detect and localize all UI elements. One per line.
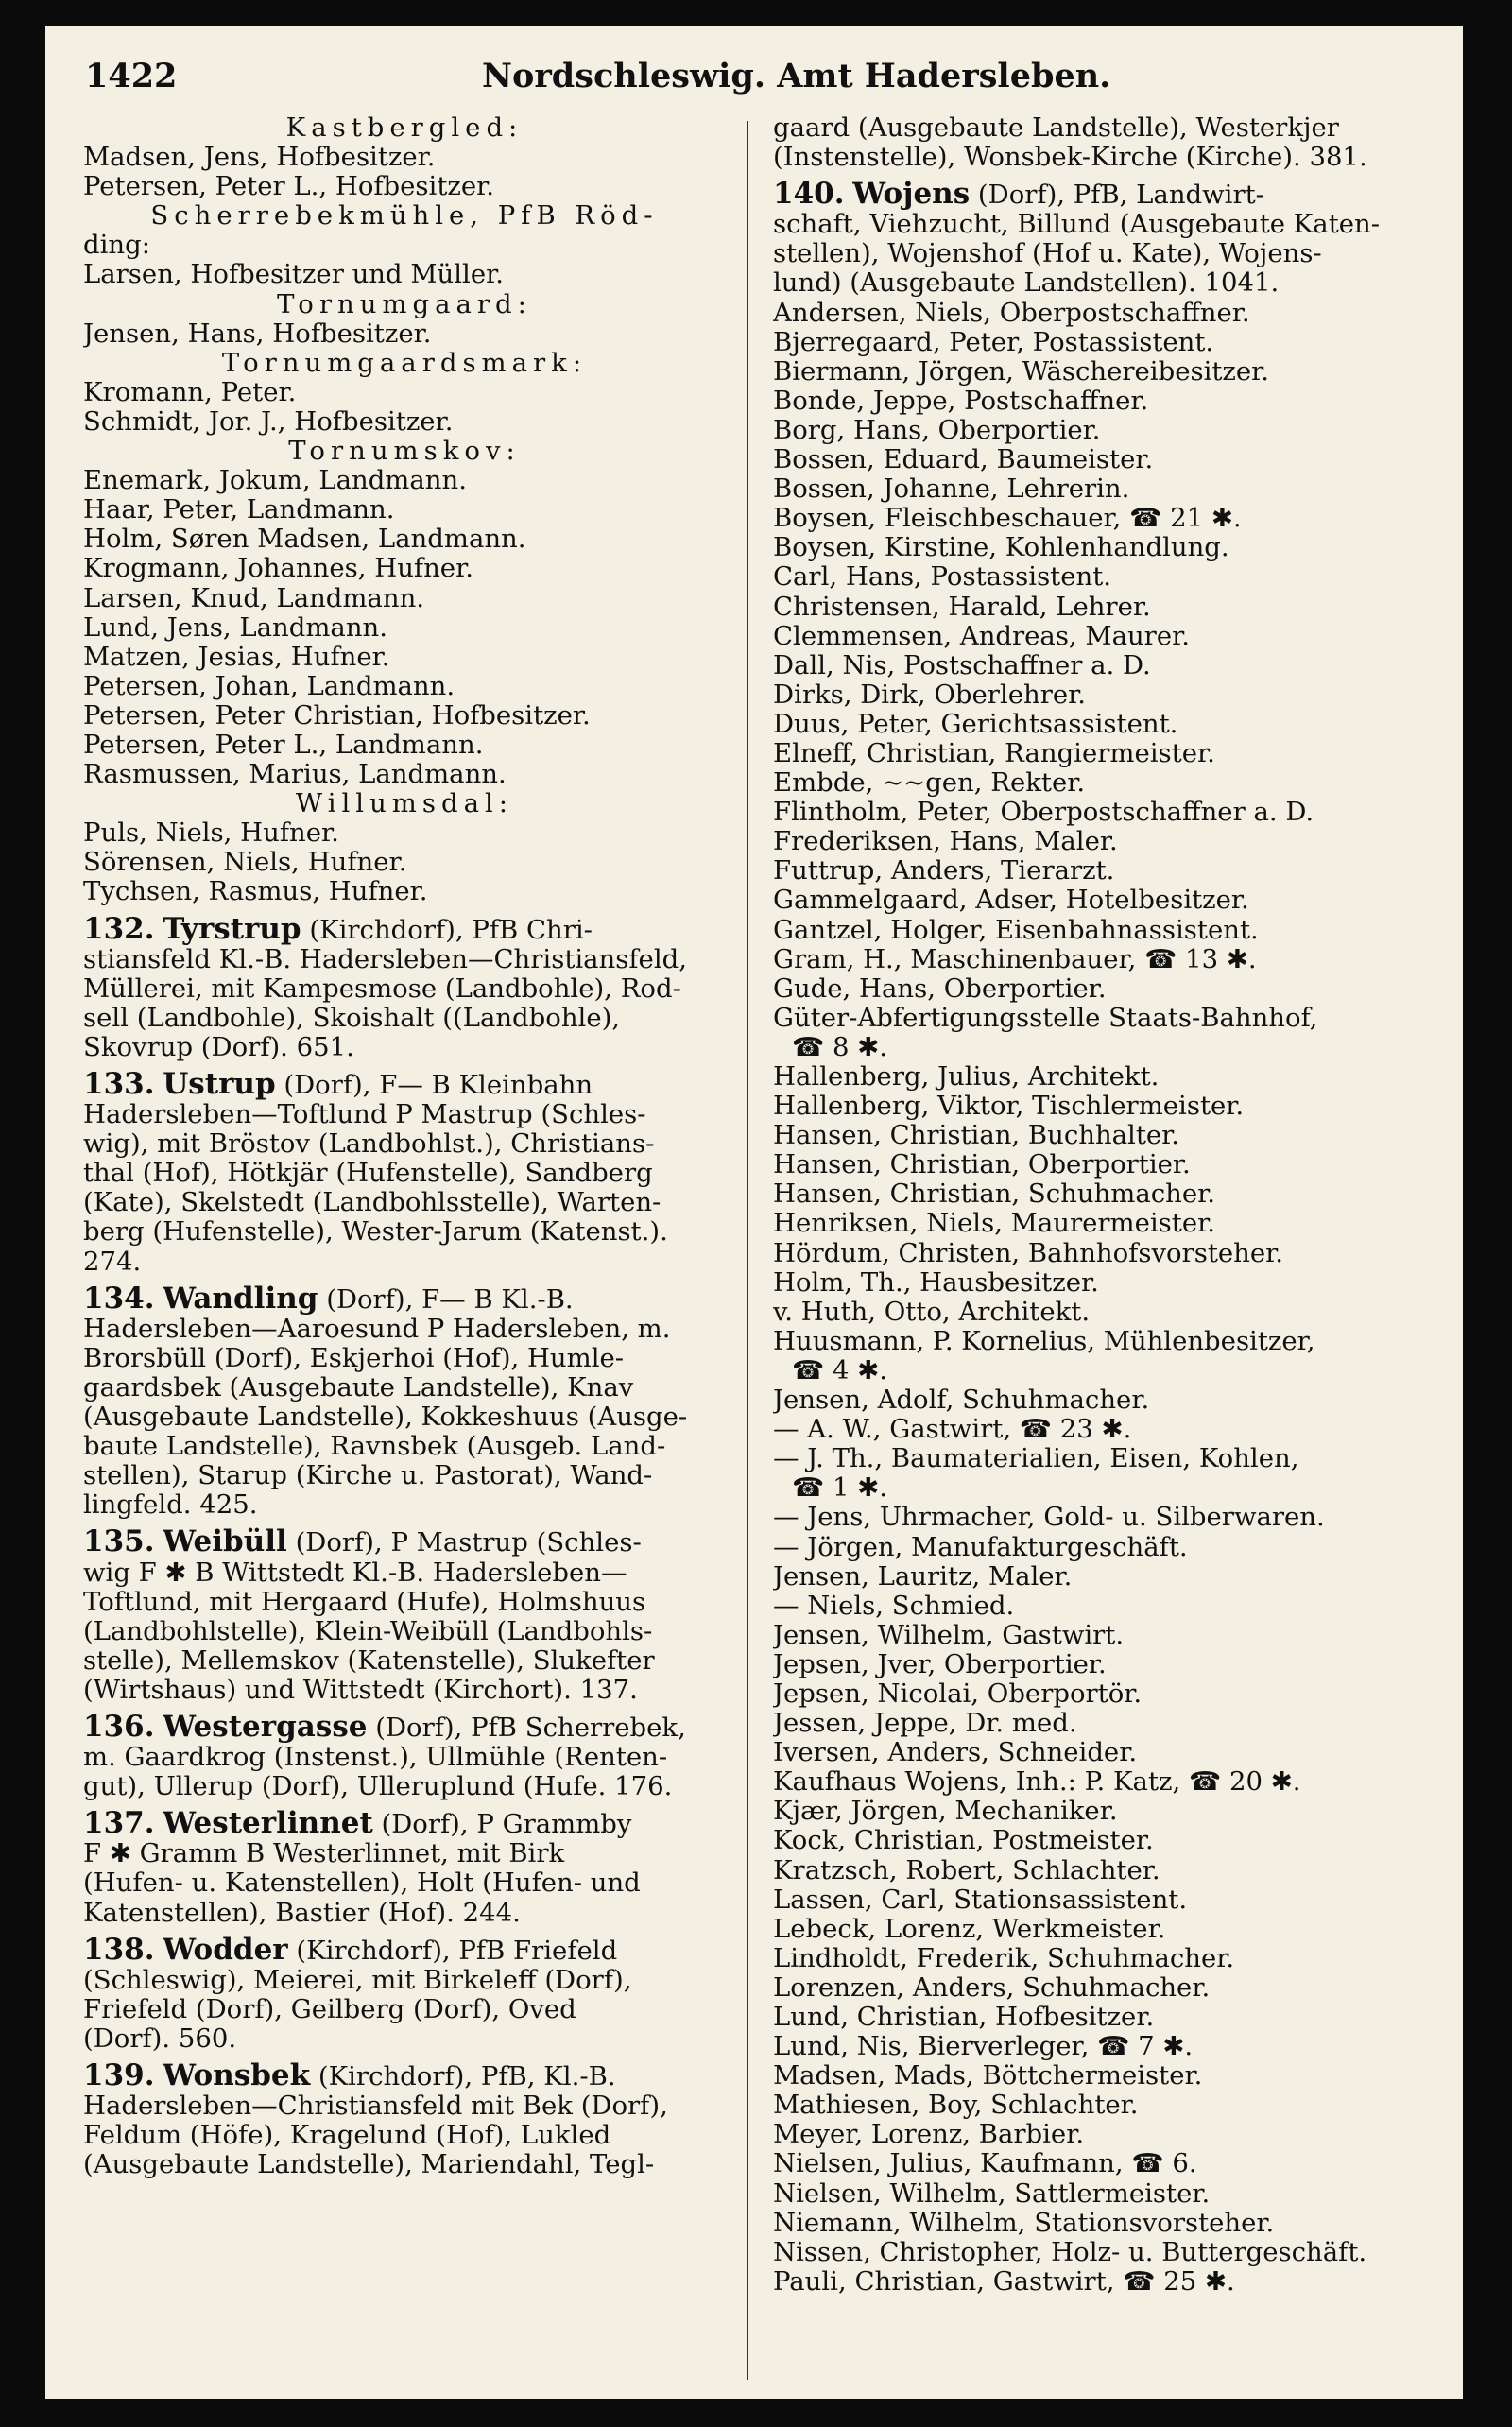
entry-text: (Dorf), PfB Scherrebek, [367, 1712, 686, 1743]
directory-line: wig F ✱ B Wittstedt Kl.-B. Hadersleben— [83, 1558, 627, 1588]
entry-number: 139. [83, 2061, 155, 2092]
directory-line: stellen), Starup (Kirche u. Pastorat), Wand- [83, 1461, 653, 1491]
directory-line: Kratzsch, Robert, Schlachter. [773, 1855, 1160, 1885]
directory-line: Feldum (Höfe), Kragelund (Hof), Lukled [83, 2121, 611, 2151]
directory-line: Hansen, Christian, Oberportier. [773, 1150, 1191, 1180]
column-divider [747, 121, 748, 2380]
directory-line: Duus, Peter, Gerichtsassistent. [773, 709, 1178, 739]
directory-line: sell (Landbohle), Skoishalt ((Landbohle), [83, 1003, 621, 1033]
directory-line: Enemark, Jokum, Landmann. [83, 466, 467, 496]
directory-line: Holm, Th., Hausbesitzer. [773, 1267, 1099, 1298]
directory-line: Holm, Søren Madsen, Landmann. [83, 525, 526, 555]
directory-line: Christensen, Harald, Lehrer. [773, 592, 1151, 622]
municipality-entry [83, 1809, 726, 1839]
directory-line: ☎ 1 ✱. [792, 1473, 888, 1504]
directory-line: Krogmann, Johannes, Hufner. [83, 554, 473, 584]
directory-line: Andersen, Niels, Oberpostschaffner. [773, 298, 1250, 328]
entry-number: 132. [83, 914, 155, 945]
directory-line: Nielsen, Wilhelm, Sattlermeister. [773, 2178, 1211, 2209]
entry-text: (Dorf), PfB, Landwirt- [970, 180, 1264, 211]
directory-line: Sörensen, Niels, Hufner. [83, 848, 407, 878]
entry-text: (Kirchdorf), PfB Friefeld [287, 1935, 618, 1966]
entry-number: 138. [83, 1935, 155, 1966]
place-heading: Tornumgaardsmark: [221, 348, 588, 378]
entry-text: (Dorf), P Grammby [372, 1809, 632, 1840]
entry-name: Westerlinnet [163, 1809, 373, 1840]
directory-line: Mathiesen, Boy, Schlachter. [773, 2091, 1139, 2121]
directory-line: — J. Th., Baumaterialien, Eisen, Kohlen, [773, 1444, 1299, 1474]
directory-line: Madsen, Mads, Böttchermeister. [773, 2061, 1203, 2091]
directory-line: Jensen, Wilhelm, Gastwirt. [773, 1620, 1125, 1650]
directory-line: Petersen, Johan, Landmann. [83, 671, 455, 701]
directory-line: lund) (Ausgebaute Landstellen). 1041. [773, 268, 1280, 299]
entry-text: (Kirchdorf), PfB Chri- [301, 914, 593, 945]
directory-line: schaft, Viehzucht, Billund (Ausgebaute Katen- [773, 210, 1381, 240]
directory-line: Tychsen, Rasmus, Hufner. [83, 877, 428, 907]
directory-line: Larsen, Knud, Landmann. [83, 583, 425, 613]
directory-line: Henriksen, Niels, Maurermeister. [773, 1209, 1215, 1239]
directory-line: Hadersleben—Christiansfeld mit Bek (Dorf), [83, 2091, 668, 2122]
directory-line: Kaufhaus Wojens, Inh.: P. Katz, ☎ 20 ✱. [773, 1767, 1301, 1798]
entry-number: 134. [83, 1283, 155, 1315]
directory-line: Lorenzen, Anders, Schuhmacher. [773, 1972, 1211, 2003]
municipality-entry [83, 1713, 726, 1743]
directory-line: Larsen, Hofbesitzer und Müller. [83, 260, 504, 290]
directory-line: Haar, Peter, Landmann. [83, 495, 395, 525]
directory-line: (Hufen- u. Katenstellen), Holt (Hufen- und [83, 1868, 641, 1899]
directory-line: ☎ 4 ✱. [792, 1355, 888, 1386]
entry-text: (Dorf), F— B Kl.-B. [318, 1283, 574, 1315]
directory-line: Nielsen, Julius, Kaufmann, ☎ 6. [773, 2149, 1197, 2179]
directory-line: Hördum, Christen, Bahnhofsvorsteher. [773, 1238, 1283, 1268]
directory-line: Kjær, Jörgen, Mechaniker. [773, 1797, 1118, 1827]
directory-line: Hallenberg, Viktor, Tischlermeister. [773, 1092, 1245, 1122]
directory-line: Lassen, Carl, Stationsassistent. [773, 1885, 1188, 1915]
entry-name: Wonsbek [163, 2061, 311, 2092]
directory-line: baute Landstelle), Ravnsbek (Ausgeb. Land- [83, 1432, 666, 1462]
directory-line: Lindholdt, Frederik, Schuhmacher. [773, 1943, 1235, 1973]
place-heading: Willumsdal: [295, 789, 514, 819]
directory-line: Jessen, Jeppe, Dr. med. [773, 1709, 1077, 1739]
directory-line: (Instenstelle), Wonsbek-Kirche (Kirche). 381. [773, 143, 1367, 173]
entry-number: 133. [83, 1070, 155, 1101]
directory-line: Gram, H., Maschinenbauer, ☎ 13 ✱. [773, 944, 1257, 974]
directory-line: Lund, Jens, Landmann. [83, 612, 387, 643]
directory-line: — A. W., Gastwirt, ☎ 23 ✱. [773, 1415, 1132, 1445]
directory-line: Petersen, Peter L., Hofbesitzer. [83, 172, 495, 202]
directory-line: (Ausgebaute Landstelle), Kokkeshuus (Ausge- [83, 1403, 688, 1433]
directory-line: (Wirtshaus) und Wittstedt (Kirchort). 137. [83, 1675, 638, 1705]
place-heading: Kastbergled: [285, 113, 524, 143]
directory-line: Frederiksen, Hans, Maler. [773, 827, 1118, 857]
directory-line: Schmidt, Jor. J., Hofbesitzer. [83, 406, 454, 437]
entry-number: 140. [773, 180, 845, 211]
directory-line: Borg, Hans, Oberportier. [773, 415, 1101, 445]
directory-line: Kock, Christian, Postmeister. [773, 1826, 1154, 1856]
municipality-entry [83, 915, 726, 945]
directory-line: Dirks, Dirk, Oberlehrer. [773, 680, 1087, 710]
directory-line: Matzen, Jesias, Hufner. [83, 642, 390, 672]
directory-line: Nissen, Christopher, Holz- u. Buttergeschäft. [773, 2237, 1367, 2267]
directory-line: Skovrup (Dorf). 651. [83, 1032, 354, 1062]
left-column [83, 113, 726, 2179]
directory-line: — Jens, Uhrmacher, Gold- u. Silberwaren. [773, 1503, 1325, 1533]
directory-line: ☎ 8 ✱. [792, 1032, 888, 1062]
municipality-entry [83, 1070, 726, 1100]
directory-line: gaard (Ausgebaute Landstelle), Westerkjer [773, 113, 1339, 143]
directory-line: Brorsbüll (Dorf), Eskjerhoi (Hof), Humle- [83, 1343, 625, 1373]
entry-name: Tyrstrup [163, 914, 301, 945]
directory-line: F ✱ Gramm B Westerlinnet, mit Birk [83, 1839, 565, 1869]
directory-line: v. Huth, Otto, Architekt. [773, 1297, 1091, 1327]
entry-name: Wojens [852, 180, 971, 211]
directory-line: 274. [83, 1247, 142, 1277]
directory-line: Meyer, Lorenz, Barbier. [773, 2120, 1085, 2150]
directory-line: (Schleswig), Meierei, mit Birkeleff (Dorf), [83, 1965, 632, 1995]
directory-line: Huusmann, P. Kornelius, Mühlenbesitzer, [773, 1326, 1315, 1356]
page-number: 1422 [85, 57, 178, 95]
directory-line: Friefeld (Dorf), Geilberg (Dorf), Oved [83, 1994, 576, 2024]
directory-line: gut), Ullerup (Dorf), Ulleruplund (Hufe. 176. [83, 1772, 673, 1802]
directory-line: stiansfeld Kl.-B. Hadersleben—Christiansfeld, [83, 944, 687, 974]
directory-line: Embde, ~~gen, Rekter. [773, 768, 1086, 799]
directory-line: Jensen, Adolf, Schuhmacher. [773, 1386, 1150, 1416]
directory-line: Jensen, Lauritz, Maler. [773, 1561, 1073, 1592]
directory-line: lingfeld. 425. [83, 1490, 258, 1521]
directory-line: Lund, Christian, Hofbesitzer. [773, 2003, 1155, 2032]
directory-line: Flintholm, Peter, Oberpostschaffner a. D. [773, 798, 1314, 828]
right-column [773, 113, 1435, 2297]
directory-line: stellen), Wojenshof (Hof u. Kate), Wojens- [773, 239, 1322, 269]
entry-number: 137. [83, 1809, 155, 1840]
directory-line: Hallenberg, Julius, Architekt. [773, 1062, 1160, 1092]
directory-line: stelle), Mellemskov (Katenstelle), Slukefter [83, 1645, 655, 1676]
entry-number: 135. [83, 1527, 155, 1558]
directory-line: Boysen, Fleischbeschauer, ☎ 21 ✱. [773, 504, 1242, 534]
page-title: Nordschleswig. Amt Hadersleben. [482, 57, 1111, 95]
directory-line: wig), mit Bröstov (Landbohlst.), Christians- [83, 1129, 655, 1160]
directory-line: (Kate), Skelstedt (Landbohlsstelle), Warten- [83, 1188, 662, 1218]
directory-line: Bonde, Jeppe, Postschaffner. [773, 386, 1149, 416]
directory-line: Bossen, Eduard, Baumeister. [773, 445, 1154, 475]
entry-text: (Dorf), F— B Kleinbahn [275, 1070, 593, 1100]
directory-line: Rasmussen, Marius, Landmann. [83, 760, 507, 790]
directory-line: Pauli, Christian, Gastwirt, ☎ 25 ✱. [773, 2266, 1235, 2297]
directory-line: Madsen, Jens, Hofbesitzer. [83, 143, 436, 173]
directory-line: Gantzel, Holger, Eisenbahnassistent. [773, 915, 1259, 945]
municipality-entry [83, 1936, 726, 1966]
directory-line: (Dorf). 560. [83, 2023, 237, 2054]
place-heading: Scherrebekmühle, PfB Röd- [150, 201, 659, 232]
directory-line: (Ausgebaute Landstelle), Mariendahl, Tegl- [83, 2150, 655, 2180]
directory-line: Dall, Nis, Postschaffner a. D. [773, 650, 1151, 680]
entry-text: (Kirchdorf), PfB, Kl.-B. [310, 2061, 616, 2091]
directory-line: Hansen, Christian, Schuhmacher. [773, 1179, 1216, 1210]
book-page [45, 26, 1463, 2399]
directory-line: Niemann, Wilhelm, Stationsvorsteher. [773, 2208, 1275, 2238]
directory-line: Hadersleben—Aaroesund P Hadersleben, m. [83, 1314, 671, 1344]
directory-line: gaardsbek (Ausgebaute Landstelle), Knav [83, 1372, 634, 1403]
directory-line: Biermann, Jörgen, Wäschereibesitzer. [773, 356, 1270, 387]
entry-text: (Dorf), P Mastrup (Schles- [286, 1527, 642, 1558]
entry-name: Wandling [163, 1283, 318, 1315]
directory-line: berg (Hufenstelle), Wester-Jarum (Katenst.). [83, 1217, 668, 1248]
directory-line: Jensen, Hans, Hofbesitzer. [83, 318, 432, 349]
directory-line: Katenstellen), Bastier (Hof). 244. [83, 1898, 521, 1928]
place-heading: Tornumgaard: [277, 289, 532, 319]
directory-line: m. Gaardkrog (Instenst.), Ullmühle (Renten- [83, 1743, 668, 1773]
directory-line: Gude, Hans, Oberportier. [773, 973, 1107, 1004]
entry-name: Ustrup [163, 1070, 276, 1101]
directory-line: Jepsen, Jver, Oberportier. [773, 1649, 1107, 1679]
directory-line: Gammelgaard, Adser, Hotelbesitzer. [773, 886, 1249, 916]
municipality-entry [83, 1527, 726, 1558]
municipality-entry [773, 180, 1435, 210]
directory-line: Boysen, Kirstine, Kohlenhandlung. [773, 533, 1229, 563]
directory-line: Hadersleben—Toftlund P Mastrup (Schles- [83, 1100, 646, 1130]
directory-line: Güter-Abfertigungsstelle Staats-Bahnhof, [773, 1003, 1318, 1033]
directory-line: Carl, Hans, Postassistent. [773, 562, 1112, 593]
directory-line: Iversen, Anders, Schneider. [773, 1738, 1138, 1768]
directory-line: Bossen, Johanne, Lehrerin. [773, 474, 1130, 505]
entry-name: Westergasse [163, 1712, 368, 1744]
directory-line: Müllerei, mit Kampesmose (Landbohle), Rod- [83, 973, 681, 1004]
page-header [85, 47, 1435, 104]
directory-line: Petersen, Peter L., Landmann. [83, 730, 484, 760]
entry-name: Weibüll [163, 1527, 287, 1558]
entry-name: Wodder [163, 1935, 288, 1966]
directory-line: Jepsen, Nicolai, Oberportör. [773, 1678, 1143, 1709]
municipality-entry [83, 2061, 726, 2091]
entry-number: 136. [83, 1712, 155, 1744]
directory-line: Lebeck, Lorenz, Werkmeister. [773, 1914, 1166, 1944]
directory-line: Petersen, Peter Christian, Hofbesitzer. [83, 700, 591, 731]
directory-line: Lund, Nis, Bierverleger, ☎ 7 ✱. [773, 2032, 1194, 2062]
directory-line: Futtrup, Anders, Tierarzt. [773, 856, 1115, 886]
directory-line: Toftlund, mit Hergaard (Hufe), Holmshuus [83, 1587, 646, 1617]
directory-line: Kromann, Peter. [83, 377, 297, 407]
directory-line: — Niels, Schmied. [773, 1591, 1015, 1621]
directory-line: — Jörgen, Manufakturgeschäft. [773, 1532, 1188, 1562]
directory-line: Clemmensen, Andreas, Maurer. [773, 621, 1190, 651]
directory-line: Bjerregaard, Peter, Postassistent. [773, 327, 1214, 357]
directory-line: Hansen, Christian, Buchhalter. [773, 1121, 1180, 1151]
directory-line: Puls, Niels, Hufner. [83, 818, 339, 849]
municipality-entry [83, 1284, 726, 1315]
directory-line: thal (Hof), Hötkjär (Hufenstelle), Sandberg [83, 1159, 653, 1189]
directory-line: (Landbohlstelle), Klein-Weibüll (Landbohls- [83, 1616, 653, 1646]
directory-line: ding: [83, 231, 150, 261]
directory-line: Elneff, Christian, Rangiermeister. [773, 738, 1215, 768]
place-heading: Tornumskov: [288, 437, 521, 467]
